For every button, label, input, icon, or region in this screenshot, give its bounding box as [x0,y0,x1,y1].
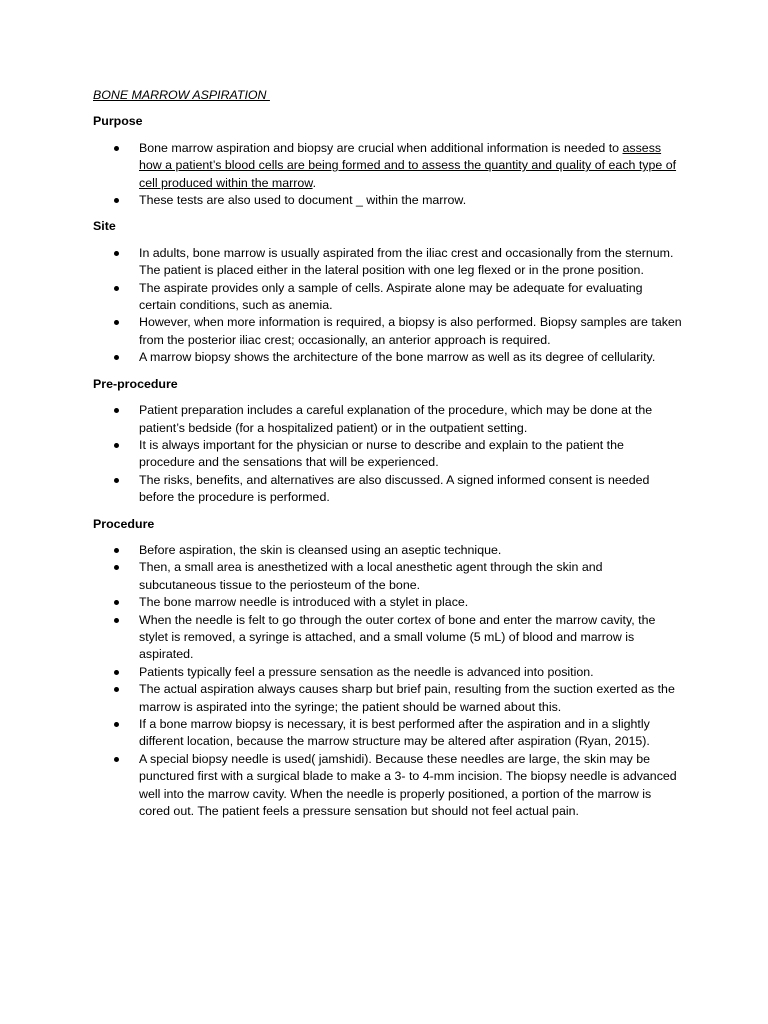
bullet-icon [114,687,119,692]
list-item-text: Patients typically feel a pressure sensation as the needle is advanced into position. [139,664,594,679]
list-item [93,472,683,507]
list-item-text: If a bone marrow biopsy is necessary, it is best performed after the aspiration and in a slightly different location, because the marrow structure may be altered after aspiration (Ryan, 2015). [139,717,650,749]
list-item [93,664,683,681]
bullet-icon [114,600,119,605]
bullet-icon [114,757,119,762]
bullet-icon [114,286,119,291]
purpose-list [93,140,683,210]
list-item-text: A marrow biopsy shows the architecture of the bone marrow as well as its degree of cellularity. [139,350,656,365]
list-item-text: The bone marrow needle is introduced with a stylet in place. [139,595,469,610]
list-item-text: When the needle is felt to go through the outer cortex of bone and enter the marrow cavity, the stylet is removed, a syringe is attached, and a small volume (5 mL) of blood and marrow is aspirated. [139,612,656,662]
document-page [93,87,683,829]
bullet-icon [114,408,119,413]
list-item [93,245,683,280]
list-item [93,594,683,611]
bullet-icon [114,355,119,360]
list-item-text: Patient preparation includes a careful explanation of the procedure, which may be done at the patient’s bedside (for a hospitalized patient) or in the outpatient setting. [139,403,653,435]
list-item-text: It is always important for the physician or nurse to describe and explain to the patient the procedure and the sensations that will be experienced. [139,437,624,470]
list-item-text: These tests are also used to document _ within the marrow. [139,193,467,208]
bullet-icon [114,478,119,483]
list-item-text: . [312,175,317,190]
list-item [93,437,683,472]
list-item-text: A special biopsy needle is used( jamshidi). Because these needles are large, the skin may be punctured first with a surgical blade to make a 3- to 4-mm incision. The biopsy needle is advanced well into the marrow cavity. When the needle is properly positioned, a portion of the marrow is cored out. The patient feels a pressure sensation but should not feel actual pain. [139,751,677,819]
list-item [93,681,683,716]
bullet-icon [114,565,119,570]
list-item-text: Then, a small area is anesthetized with a local anesthetic agent through the skin and subcutaneous tissue to the periosteum of the bone. [139,560,603,592]
bullet-icon [114,198,119,203]
list-item [93,140,683,192]
bullet-icon [114,251,119,256]
list-item [93,314,683,349]
list-item-text: The aspirate provides only a sample of cells. Aspirate alone may be adequate for evaluating certain conditions, such as anemia. [139,280,643,313]
list-item [93,192,683,209]
list-item [93,349,683,366]
list-item [93,402,683,437]
list-item-text: The risks, benefits, and alternatives are also discussed. A signed informed consent is needed before the procedure is performed. [139,472,650,505]
section-heading-procedure: Procedure [93,516,155,531]
list-item-text: In adults, bone marrow is usually aspirated from the iliac crest and occasionally from the sternum. The patient is placed either in the lateral position with one leg flexed or in the prone position. [139,245,674,278]
bullet-icon [114,722,119,727]
list-item [93,716,683,751]
bullet-icon [114,670,119,675]
list-item [93,612,683,664]
list-item [93,280,683,315]
pre-procedure-list [93,402,683,506]
list-item [93,751,683,821]
bullet-icon [114,146,119,151]
site-list [93,245,683,367]
bullet-icon [114,618,119,623]
section-heading-purpose: Purpose [93,114,143,129]
list-item [93,559,683,594]
section-heading-site: Site [93,219,116,234]
document-title: BONE MARROW ASPIRATION [93,88,270,102]
list-item [93,542,683,559]
list-item-text: Before aspiration, the skin is cleansed using an aseptic technique. [139,542,502,557]
list-item-underlined-text: assess how a patient’s blood cells are being formed and to assess the quantity and quality of each type of cell produced within the marrow [139,140,677,190]
procedure-list [93,542,683,821]
bullet-icon [114,443,119,448]
bullet-icon [114,548,119,553]
list-item-text: However, when more information is required, a biopsy is also performed. Biopsy samples are taken from the posterior iliac crest; occasionally, an anterior approach is required. [139,315,682,347]
list-item-text: The actual aspiration always causes sharp but brief pain, resulting from the suction exerted as the marrow is aspirated into the syringe; the patient should be warned about this. [139,682,675,714]
bullet-icon [114,320,119,325]
section-heading-pre-procedure: Pre-procedure [93,376,178,391]
list-item-text: Bone marrow aspiration and biopsy are crucial when additional information is needed to [139,140,623,155]
